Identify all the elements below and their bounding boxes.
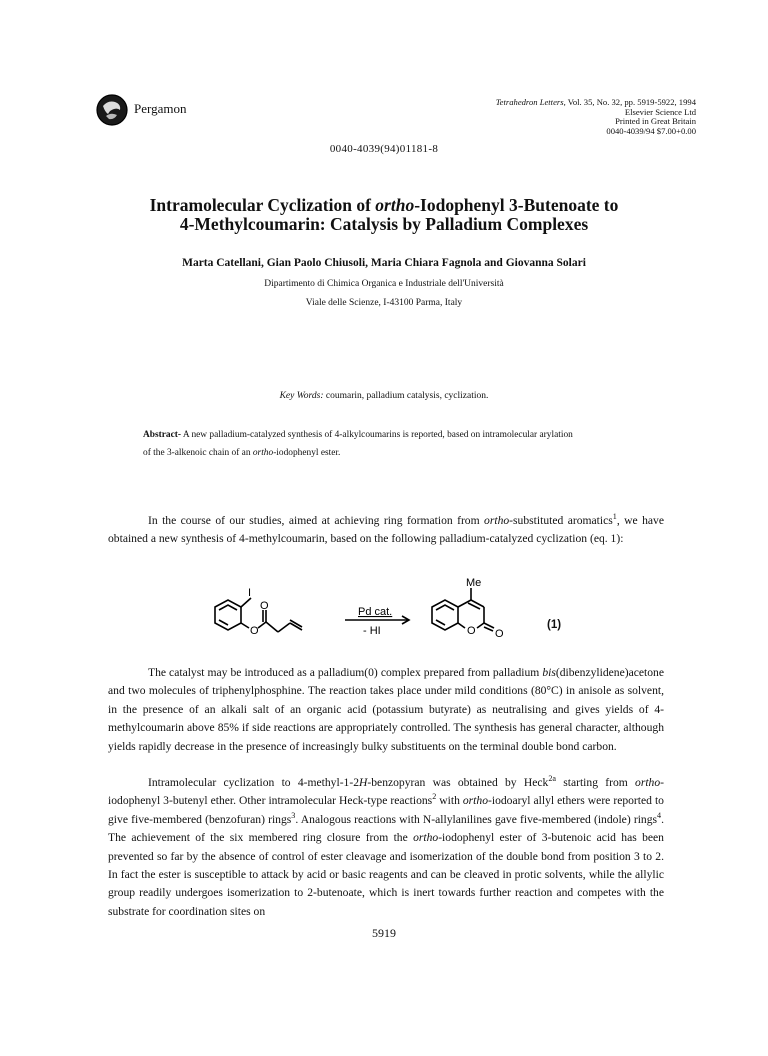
reaction-scheme — [200, 578, 530, 658]
journal-citation-run: Tetrahedron Letters — [495, 97, 564, 107]
paragraph-3-run: 3 — [291, 810, 296, 820]
title-line-2: 4-Methylcoumarin: Catalysis by Palladium Complexes — [179, 214, 589, 234]
methyl-label: Me — [466, 578, 482, 589]
paragraph-3-run: -iodophenyl 3-butenyl ether. Other intramolecular Heck-type reactions — [108, 776, 665, 808]
keywords-text: coumarin, palladium catalysis, cyclization. — [325, 391, 489, 401]
body-paragraph-3 — [108, 774, 664, 921]
ring-oxygen-label: O — [467, 625, 476, 637]
authors: Marta Catellani, Gian Paolo Chiusoli, Maria Chiara Fagnola and Giovanna Solari — [182, 257, 586, 269]
abstract — [143, 426, 653, 462]
paragraph-3-run: Intramolecular cyclization to 4-methyl-1-2 — [148, 776, 360, 789]
abstract-run: -iodophenyl ester. — [273, 448, 341, 458]
paragraph-2-run: bis — [542, 666, 556, 679]
title-run: Intramolecular Cyclization of — [149, 195, 376, 215]
paragraph-1-run: , we have obtained a new synthesis of 4-methylcoumarin, based on the following palladium-catalyzed cyclization (eq. 1): — [108, 514, 664, 546]
publisher-logo — [96, 94, 128, 126]
paragraph-3-run: ortho — [635, 776, 661, 789]
paragraph-1-run: -substituted aromatics — [509, 514, 613, 527]
paragraph-2-run: (dibenzylidene)acetone and two molecules of triphenylphosphine. The reaction takes place under mild conditions (80°C) in anisole as solvent, in the presence of an alkali salt of an organic acid (potassium butyrate) as neutralising and gives yields of 4-methylcoumarin above 85% if side reactions are appropriately controlled. The synthesis has general character, although yields rapidly decrease in the presence of increasingly bulky substituents on the terminal double bond carbon. — [108, 666, 664, 753]
keywords — [0, 391, 768, 401]
abstract-run: ortho — [252, 448, 274, 458]
abstract-line-2 — [143, 444, 653, 462]
paragraph-1-run: 1 — [612, 512, 617, 522]
reagent-label: Pd cat. — [358, 606, 393, 618]
abstract-label: Abstract- — [143, 430, 182, 440]
iodine-label: I — [248, 587, 252, 599]
paragraph-3-run: -iodophenyl ester of 3-butenoic acid has been prevented so far by the absence of control of ester cleavage and isomerization of the double bond from position 3 to 2. In fact the ester is susceptible to attack by acid or basic reagents and can be cleaved in protic solvents, while the allylic group readily undergoes isomerization to 2-butenoate, which is inert towards further reaction and competes with the substrate for coordination sites on — [108, 831, 664, 918]
ester-oxygen-label: O — [250, 625, 259, 637]
paragraph-1-run: In the course of our studies, aimed at achieving ring formation from — [148, 514, 485, 527]
title-run: -Iodophenyl 3-Butenoate to — [414, 195, 619, 215]
page-number: 5919 — [372, 926, 396, 940]
abstract-line-1: A new palladium-catalyzed synthesis of 4-alkylcoumarins is reported, based on intramolecular arylation — [182, 430, 573, 440]
title-run: ortho — [375, 195, 415, 215]
body-paragraph-2 — [108, 664, 664, 756]
affiliation-line-2: Viale delle Scienze, I-43100 Parma, Italy — [305, 298, 463, 308]
product-carbonyl-oxygen-label: O — [495, 628, 504, 640]
carbonyl-oxygen-label: O — [260, 600, 269, 612]
title-line-1 — [0, 196, 768, 215]
printed-line: Printed in Great Britain — [615, 116, 696, 126]
paragraph-3-run: H — [359, 776, 368, 789]
paragraph-3-run: ortho — [462, 794, 488, 808]
publisher-line: Elsevier Science Ltd — [624, 106, 696, 117]
paragraph-3-run: . Analogous reactions with N-allylanilines gave five-membered (indole) rings — [295, 812, 658, 826]
abstract-run: of the 3-alkenoic chain of an — [143, 448, 253, 458]
paragraph-3-run: . The achievement of the six membered ring closure from the — [108, 812, 664, 845]
keywords-label: Key Words: — [279, 391, 324, 401]
affiliation-line-1: Dipartimento di Chimica Organica e Industriale dell'Università — [264, 279, 504, 289]
issn-price: 0040-4039/94 $7.00+0.00 — [606, 125, 696, 136]
publisher-name: Pergamon — [134, 101, 187, 116]
body-paragraph-1 — [108, 512, 664, 549]
paragraph-3-run: 2a — [548, 774, 556, 784]
paragraph-3-run: ortho — [413, 831, 439, 845]
paragraph-3-run: 4 — [657, 810, 662, 820]
paragraph-3-run: starting from — [555, 776, 636, 789]
article-title — [0, 196, 768, 234]
c-i-bond — [241, 598, 251, 607]
paragraph-2-run: The catalyst may be introduced as a palladium(0) complex prepared from palladium — [148, 666, 543, 679]
journal-citation-run: , Vol. 35, No. 32, pp. 5919-5922, 1994 — [563, 97, 696, 107]
paragraph-3-run: -iodoaryl allyl ethers were reported to give five-membered (benzofuran) rings — [108, 794, 664, 826]
paragraph-3-run: -benzopyran was obtained by Heck — [367, 776, 549, 789]
paragraph-3-run: 2 — [432, 792, 437, 802]
paragraph-3-run: with — [436, 794, 463, 808]
byproduct-label: - HI — [363, 625, 381, 637]
doi: 0040-4039(94)01181-8 — [329, 143, 439, 155]
equation-number: (1) — [547, 619, 562, 631]
paragraph-1-run: ortho — [484, 514, 510, 527]
journal-info — [496, 98, 696, 136]
